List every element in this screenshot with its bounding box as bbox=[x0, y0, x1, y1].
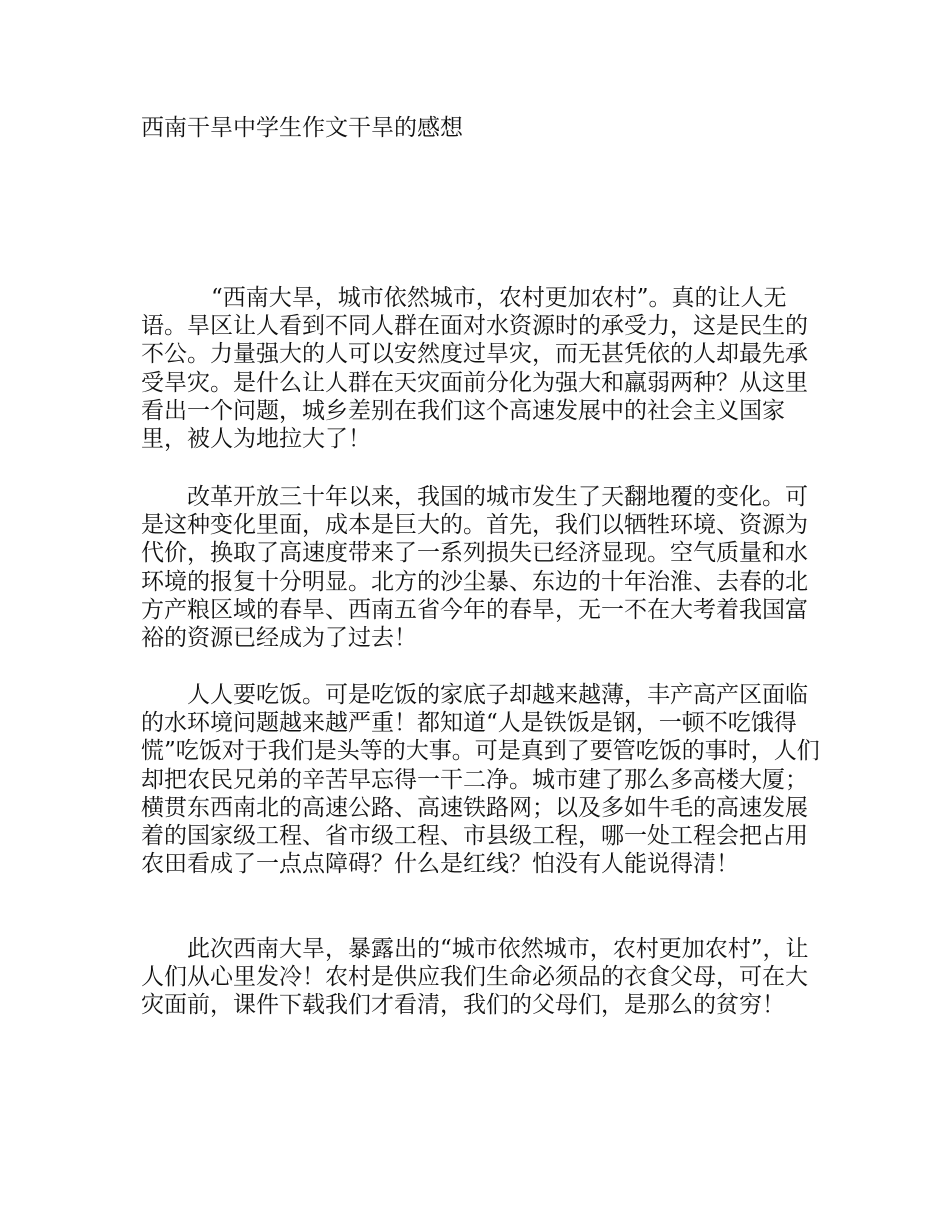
paragraph-1: “西南大旱，城市依然城市，农村更加农村”。真的让人无语。旱区让人看到不同人群在面对水资源时的承受力，这是民生的不公。力量强大的人可以安然度过旱灾，而无甚凭依的人却最先承受旱灾。是什么让人群在天灾面前分化为强大和羸弱两种？从这里看出一个问题，城乡差别在我们这个高速发展中的社会主义国家里，被人为地拉大了！ bbox=[141, 285, 808, 453]
document-title: 西南干旱中学生作文干旱的感想 bbox=[141, 115, 463, 141]
paragraph-3: 人人要吃饭。可是吃饭的家底子却越来越薄，丰产高产区面临的水环境问题越来越严重！都知道“人是铁饭是钢，一顿不吃饿得慌”吃饭对于我们是头等的大事。可是真到了要管吃饭的事时，人们却把农民兄弟的辛苦早忘得一干二净。城市建了那么多高楼大厦；横贯东西南北的高速公路、高速铁路网；以及多如牛毛的高速发展着的国家级工程、省市级工程、市县级工程，哪一处工程会把占用农田看成了一点点障碍？什么是红线？怕没有人能说得清！ bbox=[141, 682, 820, 878]
paragraph-4: 此次西南大旱，暴露出的“城市依然城市，农村更加农村”，让人们从心里发冷！农村是供应我们生命必须品的衣食父母，可在大灾面前，课件下载我们才看清，我们的父母们，是那么的贫穷！ bbox=[141, 936, 809, 1019]
paragraph-2: 改革开放三十年以来，我国的城市发生了天翻地覆的变化。可是这种变化里面，成本是巨大的。首先，我们以牺牲环境、资源为代价，换取了高速度带来了一系列损失已经济显现。空气质量和水环境的报复十分明显。北方的沙尘暴、东边的十年治淮、去春的北方产粮区域的春旱、西南五省今年的春旱，无一不在大考着我国富裕的资源已经成为了过去！ bbox=[141, 484, 808, 652]
